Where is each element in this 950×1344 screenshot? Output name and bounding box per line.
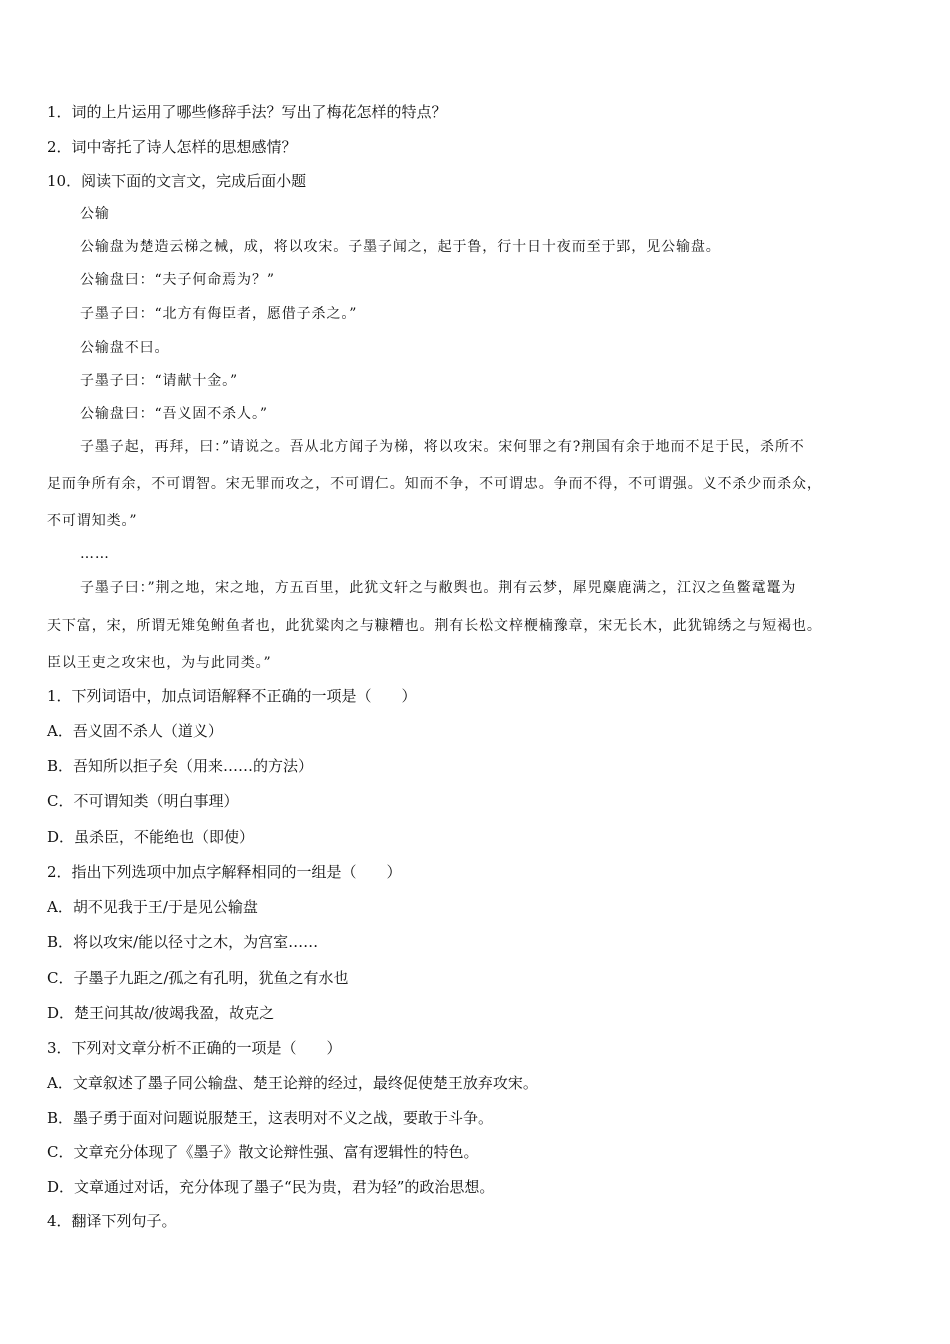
question-option: B．吾知所以拒子矣（用来……的方法） — [47, 757, 314, 775]
question-option: C．不可谓知类（明白事理） — [47, 792, 239, 810]
passage-line: 公输盘曰：“吾义固不杀人。” — [80, 406, 268, 422]
passage-line: 子墨子曰：“北方有侮臣者，愿借子杀之。” — [80, 306, 358, 322]
question-option: A．胡不见我于王/于是见公输盘 — [47, 898, 258, 916]
question-stem: 2．指出下列选项中加点字解释相同的一组是（ ） — [47, 863, 402, 881]
intro-question-2: 2．词中寄托了诗人怎样的思想感情？ — [47, 138, 297, 156]
question-option: B．将以攻宋/能以径寸之木，为宫室…… — [47, 933, 319, 951]
question-option: A．吾义固不杀人（道义） — [47, 722, 223, 740]
passage-paragraph-line: 不可谓知类。” — [47, 513, 138, 529]
question-option: D．文章通过对话，充分体现了墨子“民为贵，君为轻”的政治思想。 — [47, 1178, 495, 1196]
passage-paragraph-line: 子墨子起，再拜，曰：”请说之。吾从北方闻子为梯，将以攻宋。宋何罪之有?荆国有余于地而不足于民，杀所不 — [80, 439, 805, 455]
passage-paragraph-line: 天下富，宋，所谓无雉兔鲋鱼者也，此犹粱肉之与糠糟也。荆有长松文梓楩楠豫章，宋无长木，此犹锦绣之与短褐也。 — [47, 618, 822, 634]
passage-title: 公输 — [80, 206, 110, 222]
passage-paragraph-line: 足而争所有余，不可谓智。宋无罪而攻之，不可谓仁。知而不争，不可谓忠。争而不得，不可谓强。义不杀少而杀众， — [47, 476, 822, 492]
question-stem: 1．下列词语中，加点词语解释不正确的一项是（ ） — [47, 687, 417, 705]
passage-line: 公输盘为楚造云梯之械，成，将以攻宋。子墨子闻之，起于鲁，行十日十夜而至于郢，见公输盘。 — [80, 239, 721, 255]
question-option: C．文章充分体现了《墨子》散文论辩性强、富有逻辑性的特色。 — [47, 1143, 479, 1161]
question-option: D．虽杀臣，不能绝也（即使） — [47, 828, 255, 846]
question-stem: 4．翻译下列句子。 — [47, 1212, 177, 1230]
passage-line: 公输盘不曰。 — [80, 340, 170, 356]
section-title: 10．阅读下面的文言文，完成后面小题 — [47, 172, 307, 190]
passage-line: 公输盘曰：“夫子何命焉为？” — [80, 272, 275, 288]
passage-paragraph-line: 臣以王吏之攻宋也，为与此同类。” — [47, 655, 272, 671]
intro-question-1: 1．词的上片运用了哪些修辞手法？写出了梅花怎样的特点？ — [47, 103, 447, 121]
question-stem: 3．下列对文章分析不正确的一项是（ ） — [47, 1039, 342, 1057]
question-option: D．楚王问其故/彼竭我盈，故克之 — [47, 1004, 275, 1022]
question-option: C．子墨子九距之/孤之有孔明，犹鱼之有水也 — [47, 969, 349, 987]
passage-ellipsis: …… — [80, 546, 110, 562]
passage-line: 子墨子曰：“请献十金。” — [80, 373, 239, 389]
passage-paragraph-line: 子墨子曰：”荆之地，宋之地，方五百里，此犹文轩之与敝舆也。荆有云梦，犀兕麋鹿满之，江汉之鱼鳖鼋鼍为 — [80, 580, 797, 596]
question-option: A．文章叙述了墨子同公输盘、楚王论辩的经过，最终促使楚王放弃攻宋。 — [47, 1074, 538, 1092]
question-option: B．墨子勇于面对问题说服楚王，这表明对不义之战，要敢于斗争。 — [47, 1109, 494, 1127]
